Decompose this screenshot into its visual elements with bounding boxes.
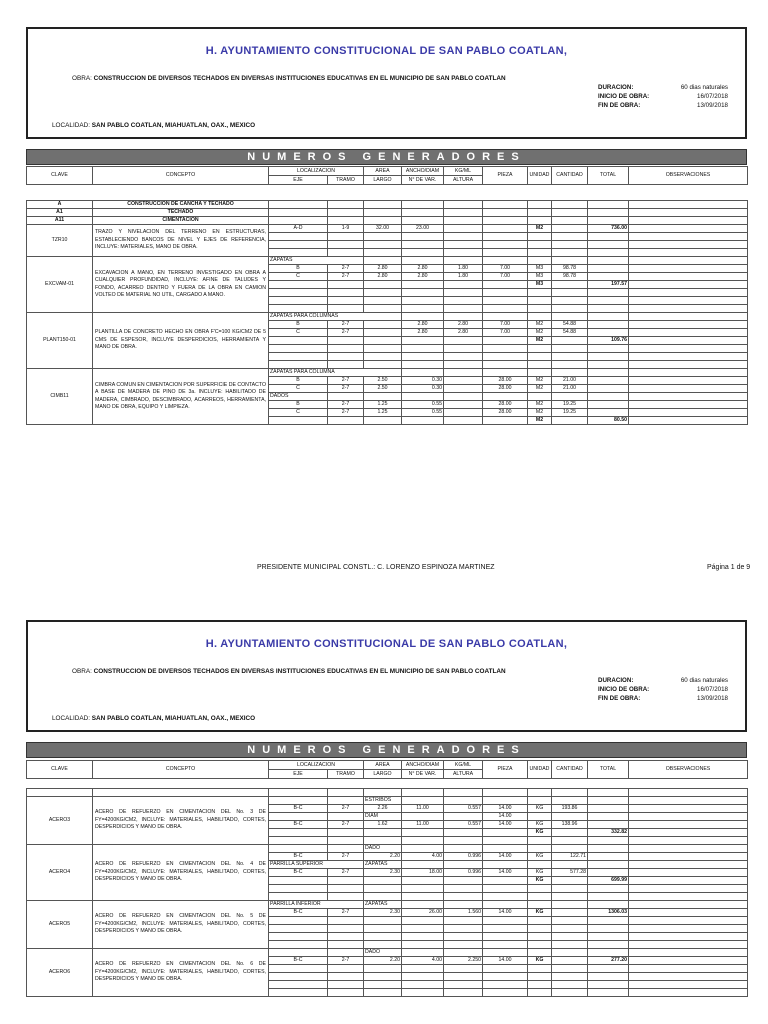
section-code: A1: [27, 209, 93, 217]
concepto-cell: TRAZO Y NIVELACION DEL TERRENO EN ESTRUCTURAS, ESTABLECIENDO BANCOS DE NIVEL Y EJES DE REFERENCIA, INCLUYE: MATERIALES, MANO DE OBRA.: [93, 225, 269, 257]
obra-line: [72, 75, 506, 82]
col-ancho: ANCHO/DIAM: [402, 761, 444, 770]
pieza-cell: 7.00: [483, 321, 528, 329]
document-header: [26, 620, 747, 732]
tramo-cell: 2-7: [328, 385, 364, 393]
localidad-line: [52, 122, 255, 129]
cantidad-cell: 193.86: [552, 805, 588, 813]
col-unidad: UNIDAD: [528, 167, 552, 185]
tramo-cell: 2-7: [328, 853, 364, 861]
cantidad-cell: 98.78: [552, 273, 588, 281]
col-pieza: PIEZA: [483, 761, 528, 779]
group-label: ZAPATAS: [364, 861, 402, 869]
cantidad-cell: 21.00: [552, 377, 588, 385]
largo-cell: 2.30: [364, 869, 402, 877]
largo-cell: 2.80: [364, 273, 402, 281]
clave-cell: ACERO4: [27, 845, 93, 901]
largo-cell: 1.25: [364, 409, 402, 417]
section-row-a1: [27, 209, 748, 217]
largo-cell: 2.80: [364, 265, 402, 273]
altura-cell: 0.30: [402, 377, 444, 385]
fin-value: 13/09/2018: [697, 695, 728, 702]
kgml-cell: 0.557: [444, 821, 483, 829]
unidad-cell: M3: [528, 281, 552, 289]
total-cell: 197.57: [588, 281, 629, 289]
col-nvar: N° DE VAR.: [402, 176, 444, 185]
eje-cell: B-C: [269, 909, 328, 917]
col-ancho: ANCHO/DIAM: [402, 167, 444, 176]
col-total: TOTAL: [588, 761, 629, 779]
group-label: ZAPATAS PARA COLUMNAS: [269, 313, 402, 321]
column-header-row-1: [27, 167, 748, 176]
largo-cell: 2.50: [364, 385, 402, 393]
clave-cell: ACERO5: [27, 901, 93, 949]
largo-cell: 1.62: [364, 821, 402, 829]
pieza-cell: 14.00: [483, 821, 528, 829]
altura-cell: 1.80: [444, 273, 483, 281]
col-tramo: TRAMO: [328, 176, 364, 185]
col-concepto: CONCEPTO: [93, 167, 269, 185]
pieza-cell: 14.00: [483, 853, 528, 861]
section-row-a: [27, 201, 748, 209]
group-label: DIAM: [364, 813, 402, 821]
tramo-cell: 2-7: [328, 409, 364, 417]
pieza-cell: 7.00: [483, 329, 528, 337]
eje-cell: B: [269, 401, 328, 409]
duracion-value: 60 dias naturales: [680, 84, 728, 91]
obra-value: CONSTRUCCION DE DIVERSOS TECHADOS EN DIVERSAS INSTITUCIONES EDUCATIVAS EN EL MUNICIPIO DE SAN PABLO COATLAN: [93, 75, 506, 82]
col-unidad: UNIDAD: [528, 761, 552, 779]
cantidad-cell: 98.78: [552, 265, 588, 273]
concepto-cell: CIMBRA COMUN EN CIMENTACION POR SUPERFICIE DE CONTACTO A BASE DE MADERA DE PINO DE 3a. INCLUYE: HABILITADO DE MADERA, CIMBRADO, DESCIMBRADO, ACARREOS, HERRAMIENTA, MANO DE OBRA, EQUIPO Y LIMPIEZA.: [93, 369, 269, 425]
largo-cell: 2.30: [364, 909, 402, 917]
section-code: A11: [27, 217, 93, 225]
col-altura: ALTURA: [444, 770, 483, 779]
col-largo: LARGO: [364, 770, 402, 779]
footer-signature: PRESIDENTE MUNICIPAL CONSTL.: C. LORENZO ESPINOZA MARTINEZ: [257, 564, 495, 571]
kgml-cell: 0.557: [444, 805, 483, 813]
clave-cell: ACERO6: [27, 949, 93, 997]
obra-label: OBRA:: [72, 668, 92, 675]
eje-cell: B: [269, 377, 328, 385]
obra-line: [72, 668, 506, 675]
header-title: H. AYUNTAMIENTO CONSTITUCIONAL DE SAN PABLO COATLAN,: [205, 638, 568, 650]
unidad-cell: M2: [528, 401, 552, 409]
inicio-value: 16/07/2018: [697, 93, 728, 100]
cantidad-cell: 577.28: [552, 869, 588, 877]
eje-cell: B-C: [269, 869, 328, 877]
clave-cell: TZR10: [27, 225, 93, 257]
inicio-label: INICIO DE OBRA:: [598, 93, 650, 100]
unidad-cell: M3: [528, 273, 552, 281]
generadores-table: [26, 760, 748, 779]
largo-cell: 2.20: [364, 957, 402, 965]
clave-cell: CIMB11: [27, 369, 93, 425]
total-cell: 109.76: [588, 337, 629, 345]
inicio-value: 16/07/2018: [697, 686, 728, 693]
duracion-value: 60 dias naturales: [680, 677, 728, 684]
cantidad-cell: 19.25: [552, 401, 588, 409]
unidad-cell: KG: [528, 869, 552, 877]
unidad-cell: KG: [528, 853, 552, 861]
altura-cell: 1.80: [444, 265, 483, 273]
group-label: ZAPATAS PARA COLUMNA: [269, 369, 402, 377]
unidad-cell: KG: [528, 829, 552, 837]
group-label: PARRILLA SUPERIOR: [269, 861, 364, 869]
section-name: CONSTRUCCION DE CANCHA Y TECHADO: [93, 201, 269, 209]
fin-value: 13/09/2018: [697, 102, 728, 109]
unidad-cell: KG: [528, 957, 552, 965]
cantidad-cell: 54.88: [552, 321, 588, 329]
generadores-table: [26, 166, 748, 185]
pieza-cell: 14.00: [483, 869, 528, 877]
tramo-cell: 2-7: [328, 805, 364, 813]
col-largo: LARGO: [364, 176, 402, 185]
localidad-label: LOCALIDAD:: [52, 122, 91, 129]
group-label: DADOS: [269, 393, 328, 401]
concepto-cell: PLANTILLA DE CONCRETO HECHO EN OBRA F'C=100 KG/CM2 DE 5 CMS DE ESPESOR, INCLUYE DESPERDICIOS, HERRAMIENTA Y MANO DE OBRA.: [93, 313, 269, 369]
total-cell: 332.82: [588, 829, 629, 837]
pieza-cell: 7.00: [483, 265, 528, 273]
duracion-label: DURACION:: [598, 84, 634, 91]
pieza-cell: 28.00: [483, 385, 528, 393]
localidad-label: LOCALIDAD:: [52, 715, 91, 722]
total-cell: 699.99: [588, 877, 629, 885]
obra-label: OBRA:: [72, 75, 92, 82]
col-clave: CLAVE: [27, 761, 93, 779]
clave-cell: EXCVAM-01: [27, 257, 93, 313]
tramo-cell: 2-7: [328, 321, 364, 329]
col-eje: EJE: [269, 770, 328, 779]
col-cantidad: CANTIDAD: [552, 761, 588, 779]
altura-cell: 0.55: [402, 401, 444, 409]
unidad-cell: M2: [528, 329, 552, 337]
unidad-cell: M2: [528, 225, 552, 233]
cantidad-cell: 54.88: [552, 329, 588, 337]
kgml-cell: 2.250: [444, 957, 483, 965]
schedule-block: [598, 83, 728, 110]
unidad-cell: KG: [528, 909, 552, 917]
pieza-cell: 14.00: [483, 909, 528, 917]
col-cantidad: CANTIDAD: [552, 167, 588, 185]
table-row: [27, 257, 748, 265]
duracion-label: DURACION:: [598, 677, 634, 684]
ancho-cell: 2.80: [402, 265, 444, 273]
total-cell: 1306.03: [588, 909, 629, 917]
col-localizacion: LOCALIZACION: [269, 761, 364, 770]
nvar-cell: 4.00: [402, 853, 444, 861]
nvar-cell: 26.00: [402, 909, 444, 917]
group-label: DADO: [364, 845, 402, 853]
pieza-cell: 7.00: [483, 273, 528, 281]
col-total: TOTAL: [588, 167, 629, 185]
concepto-cell: ACERO DE REFUERZO EN CIMENTACION DEL No. 5 DE FY=4200KG/CM2, INCLUYE: MATERIALES, HABILITADO, CORTES, DESPERDICIOS Y MANO DE OBRA.: [93, 901, 269, 949]
tramo-cell: 2-7: [328, 329, 364, 337]
schedule-block: [598, 676, 728, 703]
pieza-cell: 28.00: [483, 409, 528, 417]
nvar-cell: 11.00: [402, 805, 444, 813]
altura-cell: 0.55: [402, 409, 444, 417]
col-observaciones: OBSERVACIONES: [629, 167, 748, 185]
tramo-cell: 2-7: [328, 869, 364, 877]
unidad-cell: KG: [528, 877, 552, 885]
col-concepto: CONCEPTO: [93, 761, 269, 779]
table-row: [27, 845, 748, 853]
section-name: TECHADO: [93, 209, 269, 217]
kgml-cell: 0.996: [444, 853, 483, 861]
clave-cell: PLANT150-01: [27, 313, 93, 369]
eje-cell: C: [269, 329, 328, 337]
section-name: CIMENTACION: [93, 217, 269, 225]
eje-cell: B-C: [269, 957, 328, 965]
fin-label: FIN DE OBRA:: [598, 102, 641, 109]
kgml-cell: 1.560: [444, 909, 483, 917]
concepto-cell: ACERO DE REFUERZO EN CIMENTACION DEL No. 3 DE FY=4200KG/CM2, INCLUYE: MATERIALES, HABILITADO, CORTES, DESPERDICIOS Y MANO DE OBRA.: [93, 797, 269, 845]
footer-page-number: Página 1 de 9: [707, 564, 751, 571]
unidad-cell: M2: [528, 409, 552, 417]
tramo-cell: 2-7: [328, 273, 364, 281]
col-clave: CLAVE: [27, 167, 93, 185]
pieza-cell: 14.00: [483, 957, 528, 965]
kgml-cell: 0.996: [444, 869, 483, 877]
section-band-title: NUMEROS GENERADORES: [26, 149, 747, 165]
altura-cell: 2.80: [444, 321, 483, 329]
tramo-cell: 2-7: [328, 265, 364, 273]
col-kgml: KG/ML: [444, 167, 483, 176]
col-eje: EJE: [269, 176, 328, 185]
col-kgml: KG/ML: [444, 761, 483, 770]
unidad-cell: M2: [528, 385, 552, 393]
table-row: [27, 313, 748, 321]
concepto-cell: ACERO DE REFUERZO EN CIMENTACION DEL No. 6 DE FY=4200KG/CM2, INCLUYE: MATERIALES, HABILITADO, CORTES, DESPERDICIOS Y MANO DE OBRA.: [93, 949, 269, 997]
table-row: [27, 949, 748, 957]
ancho-cell: 23.00: [402, 225, 444, 233]
ancho-cell: 2.80: [402, 321, 444, 329]
concepts-table: [26, 788, 748, 997]
eje-cell: C: [269, 409, 328, 417]
tramo-cell: 2-7: [328, 401, 364, 409]
total-cell: 80.50: [588, 417, 629, 425]
unidad-cell: M2: [528, 321, 552, 329]
col-altura: ALTURA: [444, 176, 483, 185]
page-2: [0, 600, 768, 1024]
cantidad-cell: 122.71: [552, 853, 588, 861]
concepts-table: [26, 200, 748, 425]
nvar-cell: 4.00: [402, 957, 444, 965]
header-title: H. AYUNTAMIENTO CONSTITUCIONAL DE SAN PABLO COATLAN,: [205, 45, 568, 57]
unidad-cell: M2: [528, 377, 552, 385]
col-tramo: TRAMO: [328, 770, 364, 779]
largo-cell: 2.20: [364, 853, 402, 861]
col-pieza: PIEZA: [483, 167, 528, 185]
eje-cell: C: [269, 273, 328, 281]
group-label: DADO: [364, 949, 402, 957]
eje-cell: B-C: [269, 853, 328, 861]
fin-label: FIN DE OBRA:: [598, 695, 641, 702]
nvar-cell: 18.00: [402, 869, 444, 877]
col-area: AREA: [364, 761, 402, 770]
total-cell: 736.00: [588, 225, 629, 233]
eje-cell: B-C: [269, 805, 328, 813]
tramo-cell: 1-9: [328, 225, 364, 233]
document-header: [26, 27, 747, 139]
pieza-cell: 28.00: [483, 401, 528, 409]
ancho-cell: 2.80: [402, 273, 444, 281]
section-code: A: [27, 201, 93, 209]
pieza-cell: 14.00: [483, 813, 528, 821]
section-row-a11: [27, 217, 748, 225]
tramo-cell: 2-7: [328, 909, 364, 917]
tramo-cell: 2-7: [328, 957, 364, 965]
table-row: [27, 369, 748, 377]
table-row: [27, 225, 748, 233]
table-row: [27, 797, 748, 805]
localidad-value: SAN PABLO COATLAN, MIAHUATLAN, OAX., MEXICO: [91, 122, 256, 129]
concepto-cell: EXCAVACION A MANO, EN TERRENO INVESTIGADO EN OBRA A CUALQUIER PROFUNDIDAD, INCLUYE: AFINE DE TALUDES Y FONDO, ACARREO DENTRO Y FUERA DE LA OBRA EN CAMION VOLTEO DE MATERIAL NO UTIL, CARGADO A MANO.: [93, 257, 269, 313]
group-label: ZAPATAS: [364, 901, 402, 909]
unidad-cell: KG: [528, 805, 552, 813]
column-header-row-1: [27, 761, 748, 770]
cantidad-cell: 21.00: [552, 385, 588, 393]
eje-cell: B: [269, 265, 328, 273]
altura-cell: 2.80: [444, 329, 483, 337]
eje-cell: B: [269, 321, 328, 329]
pieza-cell: 28.00: [483, 377, 528, 385]
largo-cell: 32.00: [364, 225, 402, 233]
col-localizacion: LOCALIZACION: [269, 167, 364, 176]
concepto-cell: ACERO DE REFUERZO EN CIMENTACION DEL No. 4 DE FY=4200KG/CM2, INCLUYE: MATERIALES, HABILITADO, CORTES, DESPERDICIOS Y MANO DE OBRA.: [93, 845, 269, 901]
ancho-cell: 2.80: [402, 329, 444, 337]
unidad-cell: M2: [528, 337, 552, 345]
col-observaciones: OBSERVACIONES: [629, 761, 748, 779]
largo-cell: 2.26: [364, 805, 402, 813]
unidad-cell: M2: [528, 417, 552, 425]
largo-cell: 1.25: [364, 401, 402, 409]
localidad-line: [52, 715, 255, 722]
obra-value: CONSTRUCCION DE DIVERSOS TECHADOS EN DIVERSAS INSTITUCIONES EDUCATIVAS EN EL MUNICIPIO DE SAN PABLO COATLAN: [93, 668, 506, 675]
eje-cell: A-D: [269, 225, 328, 233]
localidad-value: SAN PABLO COATLAN, MIAHUATLAN, OAX., MEXICO: [91, 715, 256, 722]
eje-cell: B-C: [269, 821, 328, 829]
unidad-cell: M3: [528, 265, 552, 273]
tramo-cell: 2-7: [328, 377, 364, 385]
cantidad-cell: 138.96: [552, 821, 588, 829]
clave-cell: ACERO3: [27, 797, 93, 845]
group-label: PARRILLA INFERIOR: [269, 901, 364, 909]
group-label: ZAPATAS: [269, 257, 364, 265]
total-cell: 277.20: [588, 957, 629, 965]
tramo-cell: 2-7: [328, 821, 364, 829]
inicio-label: INICIO DE OBRA:: [598, 686, 650, 693]
nvar-cell: 11.00: [402, 821, 444, 829]
col-nvar: N° DE VAR.: [402, 770, 444, 779]
col-area: AREA: [364, 167, 402, 176]
table-row: [27, 901, 748, 909]
altura-cell: 0.30: [402, 385, 444, 393]
group-label: ESTRIBOS: [364, 797, 402, 805]
eje-cell: C: [269, 385, 328, 393]
cantidad-cell: 19.25: [552, 409, 588, 417]
largo-cell: 2.50: [364, 377, 402, 385]
section-band-title: NUMEROS GENERADORES: [26, 742, 747, 758]
unidad-cell: KG: [528, 821, 552, 829]
pieza-cell: 14.00: [483, 805, 528, 813]
